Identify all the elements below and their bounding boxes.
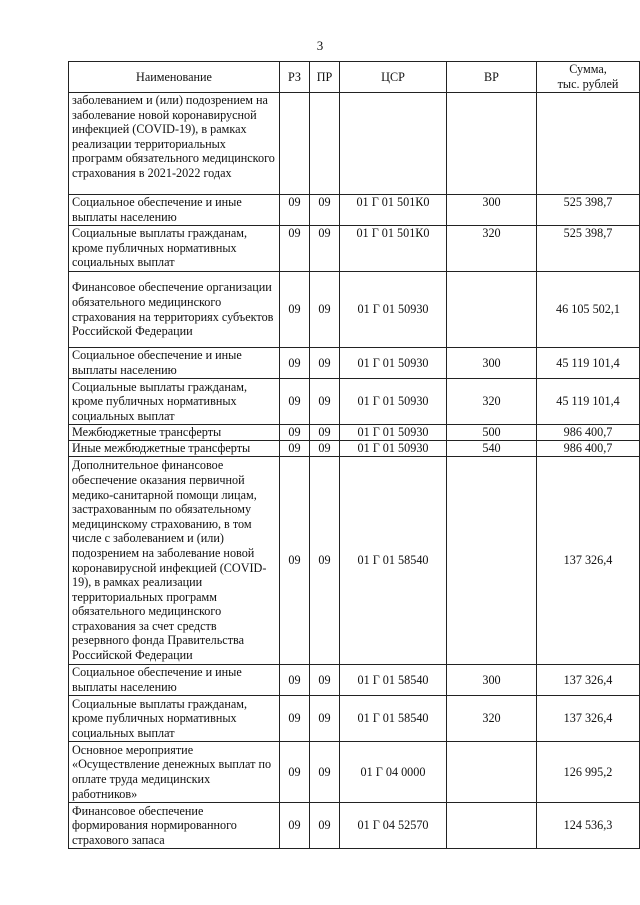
budget-table bbox=[68, 61, 640, 849]
cell-sum bbox=[537, 93, 640, 195]
cell-rz: 09 bbox=[280, 742, 310, 803]
cell-rz: 09 bbox=[280, 803, 310, 849]
cell-sum: 137 326,4 bbox=[537, 696, 640, 742]
table-row bbox=[69, 226, 640, 272]
cell-csr: 01 Г 01 50930 bbox=[340, 425, 447, 441]
table-row bbox=[69, 93, 640, 195]
cell-rz: 09 bbox=[280, 425, 310, 441]
cell-sum: 525 398,7 bbox=[537, 195, 640, 226]
cell-pr: 09 bbox=[310, 195, 340, 226]
cell-csr: 01 Г 04 0000 bbox=[340, 742, 447, 803]
cell-csr: 01 Г 01 50930 bbox=[340, 379, 447, 425]
cell-vr: 320 bbox=[447, 226, 537, 272]
cell-name: Основное мероприятие «Осуществление денежных выплат по оплате труда медицинских работников» bbox=[69, 742, 280, 803]
table-row bbox=[69, 742, 640, 803]
cell-sum: 525 398,7 bbox=[537, 226, 640, 272]
cell-csr bbox=[340, 93, 447, 195]
cell-vr bbox=[447, 457, 537, 665]
cell-pr: 09 bbox=[310, 457, 340, 665]
cell-sum: 126 995,2 bbox=[537, 742, 640, 803]
cell-name: Иные межбюджетные трансферты bbox=[69, 441, 280, 457]
table-row bbox=[69, 665, 640, 696]
cell-pr: 09 bbox=[310, 441, 340, 457]
header-name: Наименование bbox=[69, 62, 280, 93]
cell-pr: 09 bbox=[310, 696, 340, 742]
cell-name: Дополнительное финансовое обеспечение оказания первичной медико-санитарной помощи лицам, застрахованным по обязательному медицинскому страхованию, в том числе с заболеванием и (или) подозрением на заболевание новой коронавирусной инфекцией (COVID-19), в рамках реализации территориальных программ обязательного медицинского страхования за счет средств резервного фонда Правительства Российской Федерации bbox=[69, 457, 280, 665]
cell-name: Социальные выплаты гражданам, кроме публичных нормативных социальных выплат bbox=[69, 379, 280, 425]
header-sum-line1: Сумма, bbox=[569, 62, 607, 77]
cell-pr: 09 bbox=[310, 803, 340, 849]
cell-rz: 09 bbox=[280, 379, 310, 425]
cell-vr bbox=[447, 93, 537, 195]
cell-name: Межбюджетные трансферты bbox=[69, 425, 280, 441]
cell-name: Социальное обеспечение и иные выплаты населению bbox=[69, 665, 280, 696]
table-row bbox=[69, 457, 640, 665]
cell-pr: 09 bbox=[310, 226, 340, 272]
cell-vr: 300 bbox=[447, 348, 537, 379]
cell-vr: 540 bbox=[447, 441, 537, 457]
header-vr: ВР bbox=[447, 62, 537, 93]
table-row bbox=[69, 696, 640, 742]
cell-name: Финансовое обеспечение организации обязательного медицинского страхования на территориях субъектов Российской Федерации bbox=[69, 272, 280, 348]
cell-pr bbox=[310, 93, 340, 195]
cell-csr: 01 Г 01 58540 bbox=[340, 457, 447, 665]
cell-sum: 137 326,4 bbox=[537, 457, 640, 665]
table-row bbox=[69, 195, 640, 226]
header-row bbox=[69, 62, 640, 93]
cell-vr bbox=[447, 803, 537, 849]
cell-vr bbox=[447, 742, 537, 803]
cell-sum: 137 326,4 bbox=[537, 665, 640, 696]
cell-vr: 320 bbox=[447, 379, 537, 425]
cell-rz: 09 bbox=[280, 665, 310, 696]
cell-sum: 45 119 101,4 bbox=[537, 379, 640, 425]
table-row bbox=[69, 441, 640, 457]
cell-pr: 09 bbox=[310, 665, 340, 696]
cell-sum: 986 400,7 bbox=[537, 425, 640, 441]
cell-pr: 09 bbox=[310, 742, 340, 803]
cell-rz: 09 bbox=[280, 441, 310, 457]
cell-pr: 09 bbox=[310, 272, 340, 348]
cell-vr: 500 bbox=[447, 425, 537, 441]
cell-name: Финансовое обеспечение формирования нормированного страхового запаса bbox=[69, 803, 280, 849]
cell-csr: 01 Г 01 501К0 bbox=[340, 226, 447, 272]
table-row bbox=[69, 348, 640, 379]
cell-vr: 320 bbox=[447, 696, 537, 742]
cell-sum: 986 400,7 bbox=[537, 441, 640, 457]
cell-rz: 09 bbox=[280, 195, 310, 226]
cell-sum: 124 536,3 bbox=[537, 803, 640, 849]
cell-pr: 09 bbox=[310, 425, 340, 441]
cell-csr: 01 Г 04 52570 bbox=[340, 803, 447, 849]
page-number: 3 bbox=[316, 38, 324, 53]
cell-csr: 01 Г 01 501К0 bbox=[340, 195, 447, 226]
table-row bbox=[69, 272, 640, 348]
cell-name: Социальное обеспечение и иные выплаты населению bbox=[69, 195, 280, 226]
cell-pr: 09 bbox=[310, 348, 340, 379]
cell-name: Социальные выплаты гражданам, кроме публичных нормативных социальных выплат bbox=[69, 696, 280, 742]
cell-csr: 01 Г 01 50930 bbox=[340, 441, 447, 457]
cell-csr: 01 Г 01 50930 bbox=[340, 272, 447, 348]
table-row bbox=[69, 803, 640, 849]
header-sum bbox=[537, 62, 640, 93]
cell-name: Социальные выплаты гражданам, кроме публичных нормативных социальных выплат bbox=[69, 226, 280, 272]
cell-sum: 46 105 502,1 bbox=[537, 272, 640, 348]
cell-vr: 300 bbox=[447, 195, 537, 226]
table-row bbox=[69, 379, 640, 425]
cell-csr: 01 Г 01 58540 bbox=[340, 696, 447, 742]
cell-pr: 09 bbox=[310, 379, 340, 425]
cell-vr: 300 bbox=[447, 665, 537, 696]
cell-rz: 09 bbox=[280, 696, 310, 742]
cell-rz bbox=[280, 93, 310, 195]
header-pr: ПР bbox=[310, 62, 340, 93]
cell-csr: 01 Г 01 50930 bbox=[340, 348, 447, 379]
cell-sum: 45 119 101,4 bbox=[537, 348, 640, 379]
header-sum-line2: тыс. рублей bbox=[557, 77, 619, 91]
cell-rz: 09 bbox=[280, 226, 310, 272]
header-csr: ЦСР bbox=[340, 62, 447, 93]
cell-csr: 01 Г 01 58540 bbox=[340, 665, 447, 696]
cell-rz: 09 bbox=[280, 457, 310, 665]
cell-name: Социальное обеспечение и иные выплаты населению bbox=[69, 348, 280, 379]
cell-rz: 09 bbox=[280, 348, 310, 379]
cell-vr bbox=[447, 272, 537, 348]
table-row bbox=[69, 425, 640, 441]
cell-name: заболеванием и (или) подозрением на заболевание новой коронавирусной инфекцией (COVID-19), в рамках реализации территориальных программ обязательного медицинского страхования в 2021-2022 годах bbox=[69, 93, 280, 195]
cell-rz: 09 bbox=[280, 272, 310, 348]
header-rz: РЗ bbox=[280, 62, 310, 93]
